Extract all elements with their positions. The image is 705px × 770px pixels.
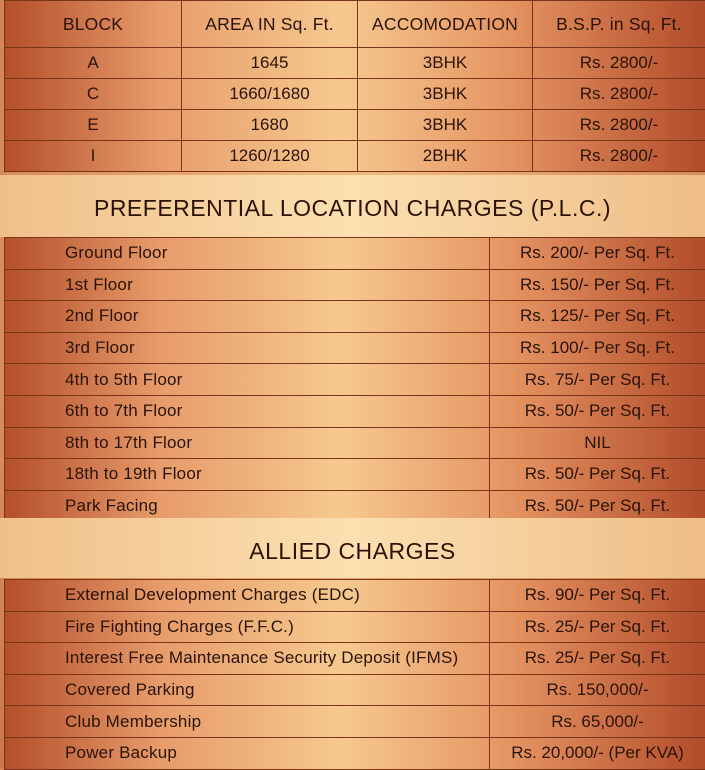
plc-floor-cell: Ground Floor	[5, 238, 490, 270]
plc-table-section	[4, 237, 705, 522]
allied-charge-cell: Rs. 150,000/-	[490, 674, 705, 706]
plc-charge-cell: Rs. 50/- Per Sq. Ft.	[490, 459, 705, 491]
table-row	[5, 427, 705, 459]
header-block: BLOCK	[5, 1, 182, 48]
header-area: AREA IN Sq. Ft.	[182, 1, 358, 48]
bsp-cell: Rs. 2800/-	[533, 48, 705, 79]
allied-item-cell: Covered Parking	[5, 674, 490, 706]
plc-charge-cell: Rs. 100/- Per Sq. Ft.	[490, 332, 705, 364]
plc-charge-cell: Rs. 50/- Per Sq. Ft.	[490, 395, 705, 427]
plc-floor-cell: 4th to 5th Floor	[5, 364, 490, 396]
block-table-header-row	[5, 1, 705, 48]
table-row	[5, 48, 705, 79]
allied-charge-cell: Rs. 20,000/- (Per KVA)	[490, 737, 705, 769]
plc-floor-cell: 18th to 19th Floor	[5, 459, 490, 491]
plc-floor-cell: Park Facing	[5, 490, 490, 522]
allied-table	[4, 579, 705, 770]
table-row	[5, 79, 705, 110]
block-cell: I	[5, 141, 182, 172]
block-cell: A	[5, 48, 182, 79]
plc-title: PREFERENTIAL LOCATION CHARGES (P.L.C.)	[0, 195, 705, 222]
plc-charge-cell: Rs. 200/- Per Sq. Ft.	[490, 238, 705, 270]
plc-charge-cell: Rs. 125/- Per Sq. Ft.	[490, 301, 705, 333]
plc-floor-cell: 1st Floor	[5, 269, 490, 301]
table-row	[5, 706, 705, 738]
plc-charge-cell: NIL	[490, 427, 705, 459]
plc-floor-cell: 8th to 17th Floor	[5, 427, 490, 459]
accommodation-cell: 3BHK	[358, 79, 533, 110]
allied-item-cell: Club Membership	[5, 706, 490, 738]
table-row	[5, 643, 705, 675]
allied-item-cell: Power Backup	[5, 737, 490, 769]
block-cell: C	[5, 79, 182, 110]
plc-floor-cell: 3rd Floor	[5, 332, 490, 364]
table-row	[5, 580, 705, 612]
table-row	[5, 238, 705, 270]
allied-charge-cell: Rs. 25/- Per Sq. Ft.	[490, 643, 705, 675]
table-row	[5, 611, 705, 643]
header-accommodation: ACCOMODATION	[358, 1, 533, 48]
table-row	[5, 674, 705, 706]
bsp-cell: Rs. 2800/-	[533, 141, 705, 172]
allied-charge-cell: Rs. 25/- Per Sq. Ft.	[490, 611, 705, 643]
allied-charge-cell: Rs. 65,000/-	[490, 706, 705, 738]
block-cell: E	[5, 110, 182, 141]
allied-item-cell: Interest Free Maintenance Security Deposit (IFMS)	[5, 643, 490, 675]
header-bsp: B.S.P. in Sq. Ft.	[533, 1, 705, 48]
plc-floor-cell: 6th to 7th Floor	[5, 395, 490, 427]
bsp-cell: Rs. 2800/-	[533, 79, 705, 110]
table-row	[5, 110, 705, 141]
table-row	[5, 459, 705, 491]
plc-floor-cell: 2nd Floor	[5, 301, 490, 333]
plc-charge-cell: Rs. 50/- Per Sq. Ft.	[490, 490, 705, 522]
area-cell: 1260/1280	[182, 141, 358, 172]
allied-item-cell: Fire Fighting Charges (F.F.C.)	[5, 611, 490, 643]
table-row	[5, 737, 705, 769]
table-row	[5, 269, 705, 301]
table-row	[5, 141, 705, 172]
block-table-section	[4, 0, 705, 172]
allied-table-section	[4, 579, 705, 770]
table-row	[5, 395, 705, 427]
accommodation-cell: 3BHK	[358, 48, 533, 79]
plc-table	[4, 237, 705, 522]
allied-title: ALLIED CHARGES	[0, 538, 705, 565]
area-cell: 1680	[182, 110, 358, 141]
area-cell: 1660/1680	[182, 79, 358, 110]
plc-charge-cell: Rs. 75/- Per Sq. Ft.	[490, 364, 705, 396]
block-table	[4, 0, 705, 172]
accommodation-cell: 3BHK	[358, 110, 533, 141]
table-row	[5, 301, 705, 333]
table-row	[5, 332, 705, 364]
plc-charge-cell: Rs. 150/- Per Sq. Ft.	[490, 269, 705, 301]
allied-charge-cell: Rs. 90/- Per Sq. Ft.	[490, 580, 705, 612]
accommodation-cell: 2BHK	[358, 141, 533, 172]
table-row	[5, 364, 705, 396]
allied-item-cell: External Development Charges (EDC)	[5, 580, 490, 612]
area-cell: 1645	[182, 48, 358, 79]
bsp-cell: Rs. 2800/-	[533, 110, 705, 141]
